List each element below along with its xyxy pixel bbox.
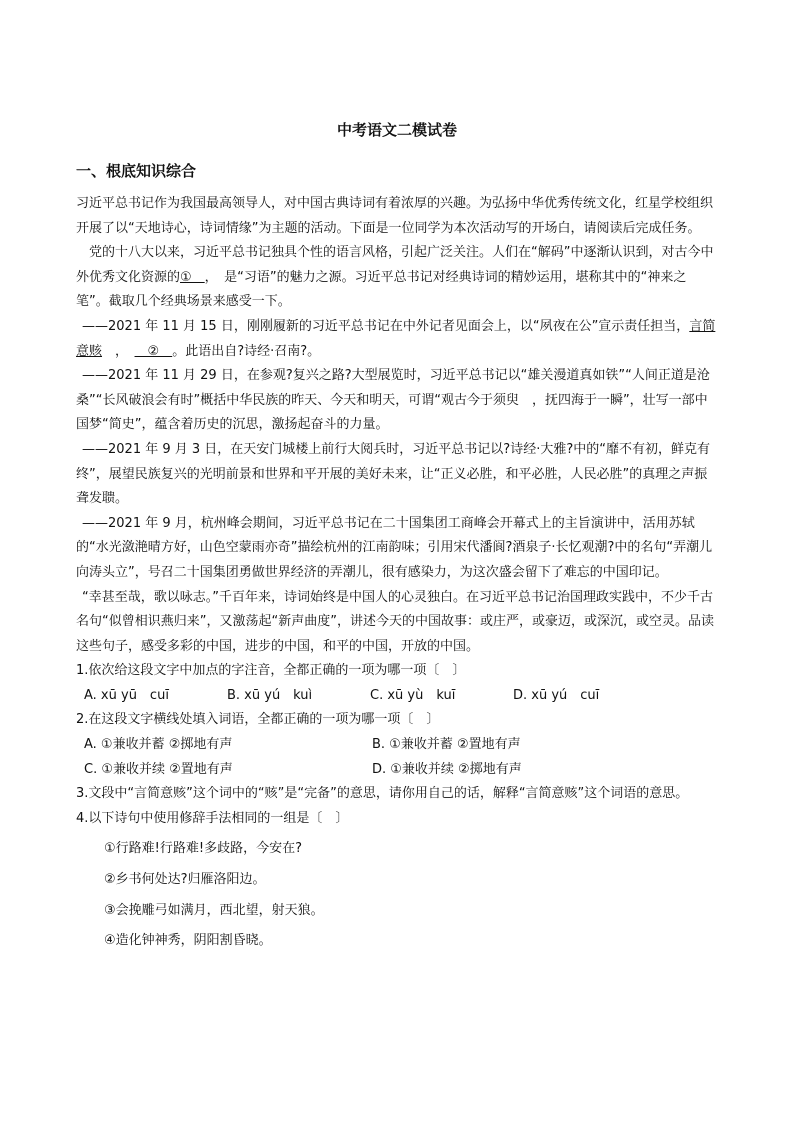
question-4-list — [76, 834, 718, 956]
list-item: ③会挽雕弓如满月，西北望，射天狼。 — [104, 902, 324, 918]
paragraph-2: ——2021 年 11 月 15 日，刚刚履新的习近平总书记在中外记者见面会上，以“夙夜在公”宣示责任担当，言简意赅 ， ② 。此语出自?诗经·召南?。 — [76, 318, 716, 359]
option-d[interactable]: D. xū yú cuī — [513, 687, 600, 703]
blank-1: ① — [180, 269, 205, 285]
question-2-options-row-1 — [76, 733, 718, 758]
paragraph-1: 党的十八大以来，习近平总书记独具个性的语言风格，引起广泛关注。人们在“解码”中逐渐认识到，对古今中外优秀文化资源的① ， 是“习语”的魅力之源。习近平总书记对经典诗词的精妙运用，堪称其中的“神来之笔”。截取几个经典场景来感受一下。 — [76, 245, 714, 310]
option-c[interactable]: C. ①兼收并续 ②置地有声 — [84, 761, 233, 777]
list-item: ②乡书何处达?归雁洛阳边。 — [104, 872, 266, 888]
section-heading: 一、根底知识综合 — [76, 162, 197, 180]
list-item: ①行路难!行路难!多歧路，今安在? — [104, 841, 302, 857]
option-b[interactable]: B. xū yú kuì — [227, 687, 313, 703]
option-d[interactable]: D. ①兼收并续 ②掷地有声 — [372, 761, 522, 777]
question-3: 3.文段中“言简意赅”这个词中的“赅”是“完备”的意思，请你用自己的话，解释“言简意赅”这个词语的意思。 — [76, 786, 689, 802]
option-c[interactable]: C. xū yù kuī — [370, 687, 456, 703]
question-1: 1.依次给这段文字中加点的字注音，全都正确的一项为哪一项〔 〕 — [76, 663, 466, 679]
paragraph-5: ——2021 年 9 月，杭州峰会期间，习近平总书记在二十国集团工商峰会开幕式上的主旨演讲中，活用苏轼的“水光潋滟晴方好，山色空蒙雨亦奇”描绘杭州的江南韵味；引用宋代潘阆?酒泉子·长忆观潮?中的名句“弄潮儿向涛头立”，号召二十国集团勇做世界经济的弄潮儿，很有感染力，为这次盛会留下了难忘的中国印记。 — [76, 515, 713, 580]
intro-paragraph: 习近平总书记作为我国最高领导人，对中国古典诗词有着浓厚的兴趣。为弘扬中华优秀传统文化，红星学校组织开展了以“天地诗心，诗词情缘”为主题的活动。下面是一位同学为本次活动写的开场白，请阅读后完成任务。 — [76, 196, 714, 236]
question-1-options — [76, 684, 718, 709]
paragraph-4: ——2021 年 9 月 3 日，在天安门城楼上前行大阅兵时，习近平总书记以?诗经·大雅?中的“靡不有初，鲜克有终”，展望民族复兴的光明前景和世界和平开展的美好未来，让“正义必胜，和平必胜，人民必胜”的真理之声振聋发聩。 — [76, 441, 710, 507]
list-item: ④造化钟神秀，阴阳割昏晓。 — [104, 933, 272, 949]
question-4: 4.以下诗句中使用修辞手法相同的一组是〔 〕 — [76, 810, 349, 826]
paragraph-6: “幸甚至哉，歌以咏志。”千百年来，诗词始终是中国人的心灵独白。在习近平总书记治国理政实践中，不少千古名句“似曾相识燕归来”，又激荡起“新声曲度”，讲述今天的中国故事：或庄严，或豪迈，或深沉，或空灵。品读这些句子，感受多彩的中国，进步的中国，和平的中国，开放的中国。 — [76, 589, 714, 654]
page-title: 中考语文二模试卷 — [336, 121, 457, 139]
blank-2: ② — [134, 343, 173, 359]
option-b[interactable]: B. ①兼收并蓄 ②置地有声 — [372, 737, 521, 753]
option-a[interactable]: A. xū yū cuī — [84, 687, 169, 703]
question-2: 2.在这段文字横线处填入词语，全都正确的一项为哪一项〔 〕 — [76, 712, 440, 728]
question-2-options-row-2 — [76, 758, 718, 783]
option-a[interactable]: A. ①兼收并蓄 ②掷地有声 — [84, 737, 233, 753]
paragraph-3: ——2021 年 11 月 29 日，在参观?复兴之路?大型展览时，习近平总书记以“雄关漫道真如铁”“人间正道是沧桑”“长风破浪会有时”概括中华民族的昨天、今天和明天，可谓“观古今于须臾 ，抚四海于一瞬”，壮写一部中国梦“简史”，蕴含着历史的沉思，激扬起奋斗的力量。 — [76, 368, 710, 433]
exam-body — [76, 192, 718, 957]
underlined-phrase: 言简意赅 — [76, 318, 716, 359]
